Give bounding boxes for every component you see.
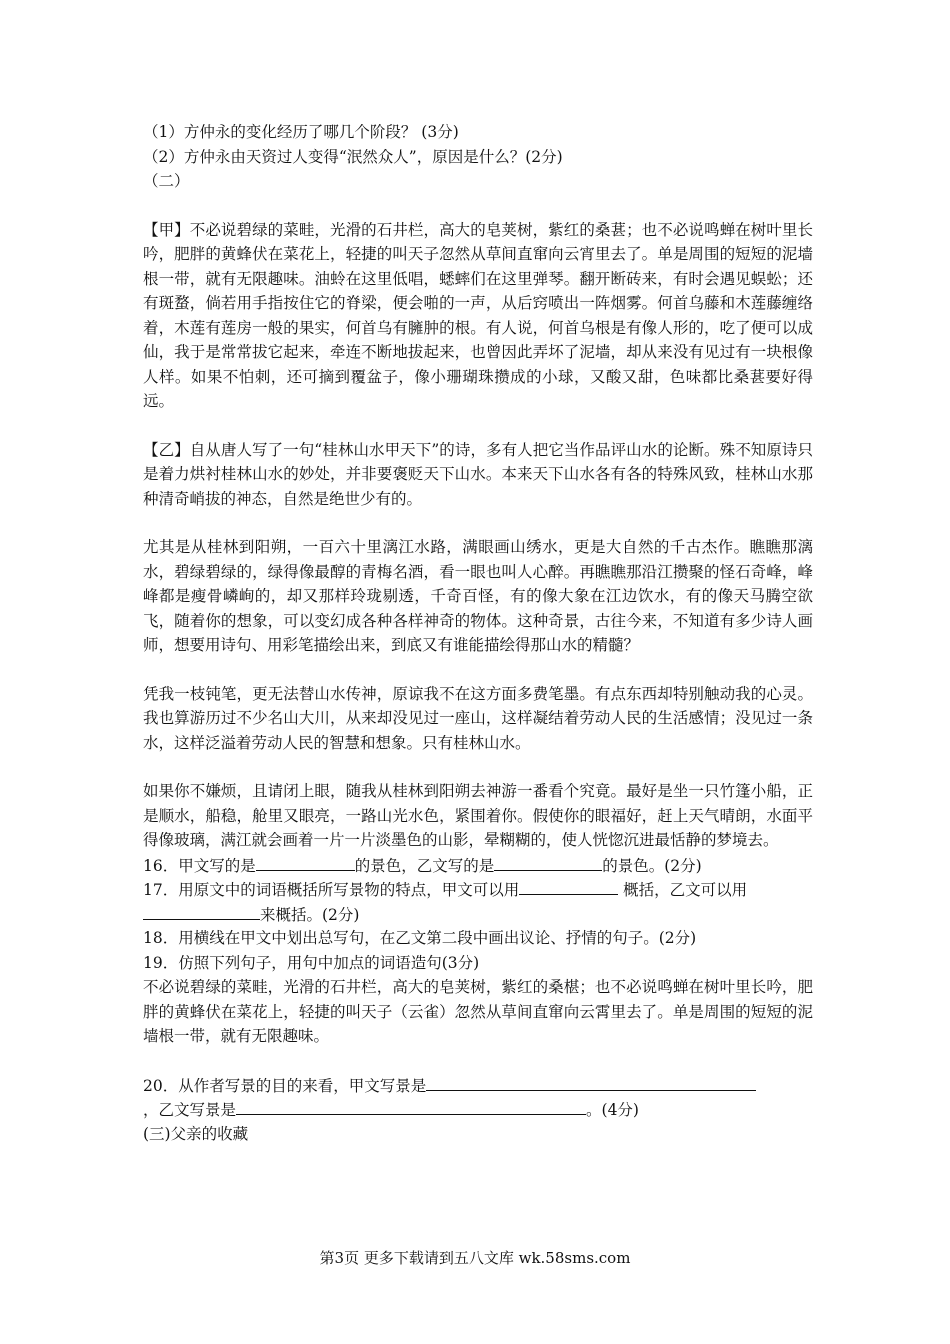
section-3-heading: (三)父亲的收藏	[143, 1124, 249, 1143]
q20-part-b: ，乙文写景是	[143, 1101, 237, 1119]
q20-blank-2[interactable]	[236, 1097, 586, 1115]
question-1: （1）方仲永的变化经历了哪几个阶段？ (3分)	[143, 123, 459, 141]
q17-part-c: 来概括。(2分)	[260, 905, 360, 924]
q20-part-a: 20．从作者写景的目的来看，甲文写景是	[143, 1076, 427, 1095]
passage-yi-4-text: 如果你不嫌烦，且请闭上眼，随我从桂林到阳朔去神游一番看个究竟。最好是坐一只竹篷小船，正是顺水，船稳，舱里又眼亮，一路山光水色，紧围着你。假使你的眼福好，赶上天气晴朗，水面平得像玻璃，满江就会画着一片一片淡墨色的山影，晕糊糊的，使人恍惚沉进最恬静的梦境去。	[143, 782, 813, 849]
q19-example: 不必说碧绿的菜畦，光滑的石井栏，高大的皂荚树，紫红的桑椹；也不必说鸣蝉在树叶里长吟，肥胖的黄蜂伏在菜花上，轻捷的叫天子（云雀）忽然从草间直窜向云霄里去了。单是周围的短短的泥墙根一带，就有无限趣味。	[143, 978, 813, 1045]
passage-yi-1	[143, 438, 813, 512]
q18-text: 18．用横线在甲文中划出总写句，在乙文第二段中画出议论、抒情的句子。(2分)	[143, 929, 697, 947]
q19-text: 19．仿照下列句子，用句中加点的词语造句(3分)	[143, 953, 480, 972]
question-17	[143, 877, 813, 926]
passage-yi-4	[143, 779, 813, 853]
q20-part-c: 。(4分)	[586, 1101, 639, 1119]
passage-yi-2	[143, 535, 813, 658]
question-18	[143, 926, 813, 951]
q16-part-a: 16．甲文写的是	[143, 856, 256, 875]
q17-blank-2[interactable]	[143, 902, 260, 920]
q20-blank-1[interactable]	[426, 1073, 756, 1091]
passage-jia	[143, 218, 813, 414]
page-footer: 第3页 更多下载请到五八文库 wk.58sms.com	[319, 1249, 631, 1267]
q16-part-c: 的景色。(2分)	[602, 856, 702, 875]
section-2-heading: （二）	[143, 172, 190, 190]
section-3	[143, 1122, 813, 1147]
question-2: （2）方仲永由天资过人变得“泯然众人”，原因是什么？(2分)	[143, 147, 563, 166]
questions-top	[143, 120, 813, 194]
document-body	[143, 120, 813, 1146]
q16-blank-2[interactable]	[494, 853, 602, 871]
q17-blank-1[interactable]	[519, 877, 618, 895]
q17-part-a: 17．用原文中的词语概括所写景物的特点，甲文可以用	[143, 881, 520, 899]
passage-yi-3	[143, 682, 813, 756]
passage-yi-2-text: 尤其是从桂林到阳朔，一百六十里漓江水路，满眼画山绣水，更是大自然的千古杰作。瞧瞧那漓水，碧绿碧绿的，绿得像最醇的青梅名酒，看一眼也叫人心醉。再瞧瞧那沿江攒聚的怪石奇峰，峰峰都是瘦骨嶙峋的，却又那样玲珑剔透，千奇百怪，有的像大象在江边饮水，有的像天马腾空欲飞，随着你的想象，可以变幻成各种各样神奇的物体。这种奇景，古往今来，不知道有多少诗人画师，想要用诗句、用彩笔描绘出来，到底又有谁能描绘得那山水的精髓？	[143, 538, 813, 654]
question-16	[143, 853, 813, 878]
question-20	[143, 1073, 813, 1122]
q16-part-b: 的景色，乙文写的是	[354, 856, 495, 875]
q17-part-b: 概括，乙文可以用	[618, 881, 748, 899]
q16-blank-1[interactable]	[256, 853, 355, 871]
passage-yi-1-text: 【乙】自从唐人写了一句“桂林山水甲天下”的诗，多有人把它当作品评山水的论断。殊不知原诗只是着力烘衬桂林山水的妙处，并非要褒贬天下山水。本来天下山水各有各的特殊风致，桂林山水那种清奇峭拔的神态，自然是绝世少有的。	[143, 440, 813, 508]
passage-jia-text: 【甲】不必说碧绿的菜畦，光滑的石井栏，高大的皂荚树，紫红的桑葚；也不必说鸣蝉在树叶里长吟，肥胖的黄蜂伏在菜花上，轻捷的叫天子忽然从草间直窜向云宵里去了。单是周围的短短的泥墙根一带，就有无限趣味。油蛉在这里低唱，蟋蟀们在这里弹琴。翻开断砖来，有时会遇见蜈蚣；还有斑蝥，倘若用手指按住它的脊梁，便会啪的一声，从后窍喷出一阵烟雾。何首乌藤和木莲藤缠络着，木莲有莲房一般的果实，何首乌有臃肿的根。有人说，何首乌根是有像人形的，吃了便可以成仙，我于是常常拔它起来，牵连不断地拔起来，也曾因此弄坏了泥墙，却从来没有见过有一块根像人样。如果不怕刺，还可摘到覆盆子，像小珊瑚珠攒成的小球，又酸又甜，色味都比桑葚要好得远。	[143, 220, 813, 410]
passage-yi-3-text: 凭我一枝钝笔，更无法替山水传神，原谅我不在这方面多费笔墨。有点东西却特别触动我的心灵。我也算游历过不少名山大川，从来却没见过一座山，这样凝结着劳动人民的生活感情；没见过一条水，这样泛溢着劳动人民的智慧和想象。只有桂林山水。	[143, 684, 813, 752]
question-19	[143, 951, 813, 1049]
